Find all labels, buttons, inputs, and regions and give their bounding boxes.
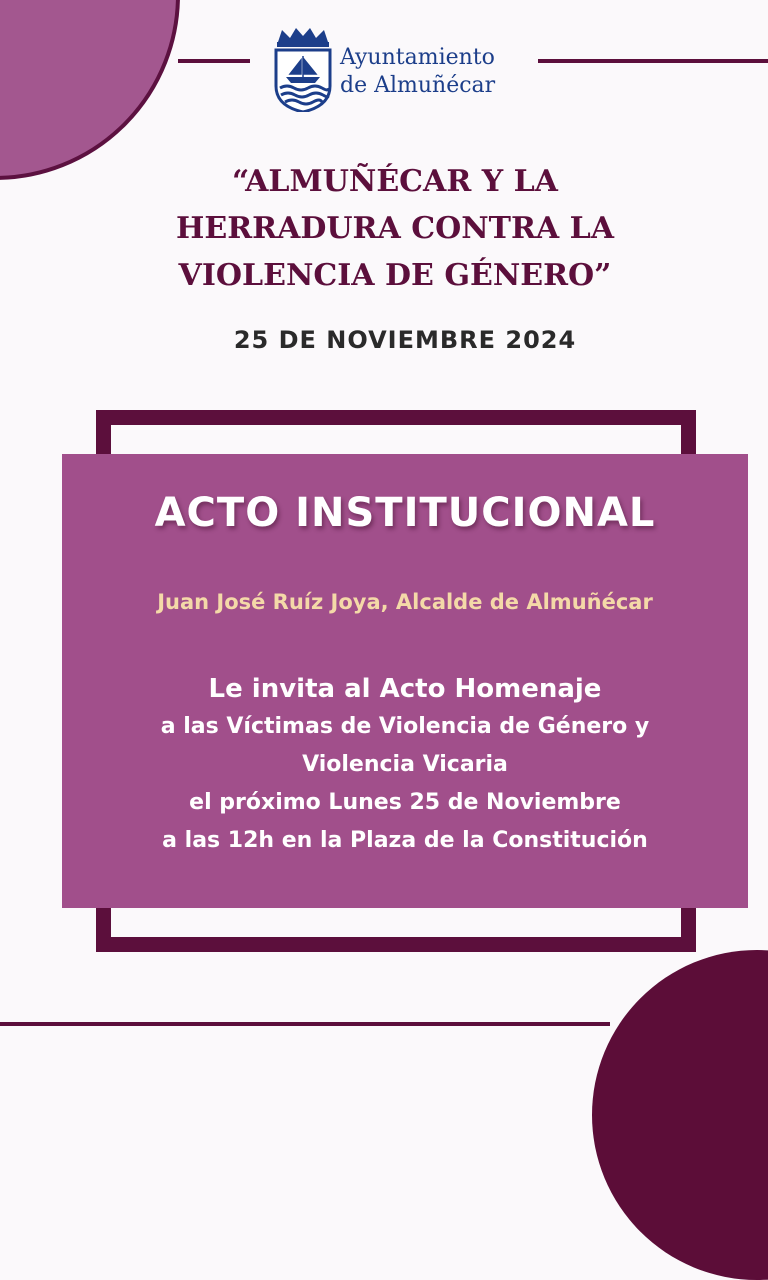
logo-line-1: Ayuntamiento (340, 45, 495, 70)
panel-heading: ACTO INSTITUCIONAL (154, 490, 656, 536)
host-name: Juan José Ruíz Joya, Alcalde de Almuñécar (157, 590, 653, 614)
divider-line-top-left (178, 59, 250, 63)
decorative-circle-bottom-right (592, 950, 768, 1280)
title-line: HERRADURA CONTRA LA (176, 211, 614, 246)
invitation-panel (62, 454, 748, 908)
invite-line: a las 12h en la Plaza de la Constitución (162, 828, 648, 853)
invite-line: el próximo Lunes 25 de Noviembre (189, 790, 621, 815)
invitation-text (62, 670, 748, 860)
divider-line-top-right (538, 59, 768, 63)
invite-line: a las Víctimas de Violencia de Género y (160, 714, 650, 739)
divider-line-bottom (0, 1022, 610, 1026)
decorative-circle-top-left (0, 0, 180, 180)
event-date: 25 DE NOVIEMBRE 2024 (233, 326, 577, 354)
title-line: “ALMUÑÉCAR Y LA (232, 164, 558, 199)
title-line: VIOLENCIA DE GÉNERO” (178, 258, 612, 293)
ayuntamiento-logo (272, 28, 532, 116)
invite-line: Violencia Vicaria (302, 752, 508, 777)
logo-text (340, 44, 495, 100)
invite-main: Le invita al Acto Homenaje (208, 674, 602, 704)
coat-of-arms-icon (272, 28, 334, 112)
event-title (100, 158, 690, 299)
logo-line-2: de Almuñécar (340, 73, 496, 98)
